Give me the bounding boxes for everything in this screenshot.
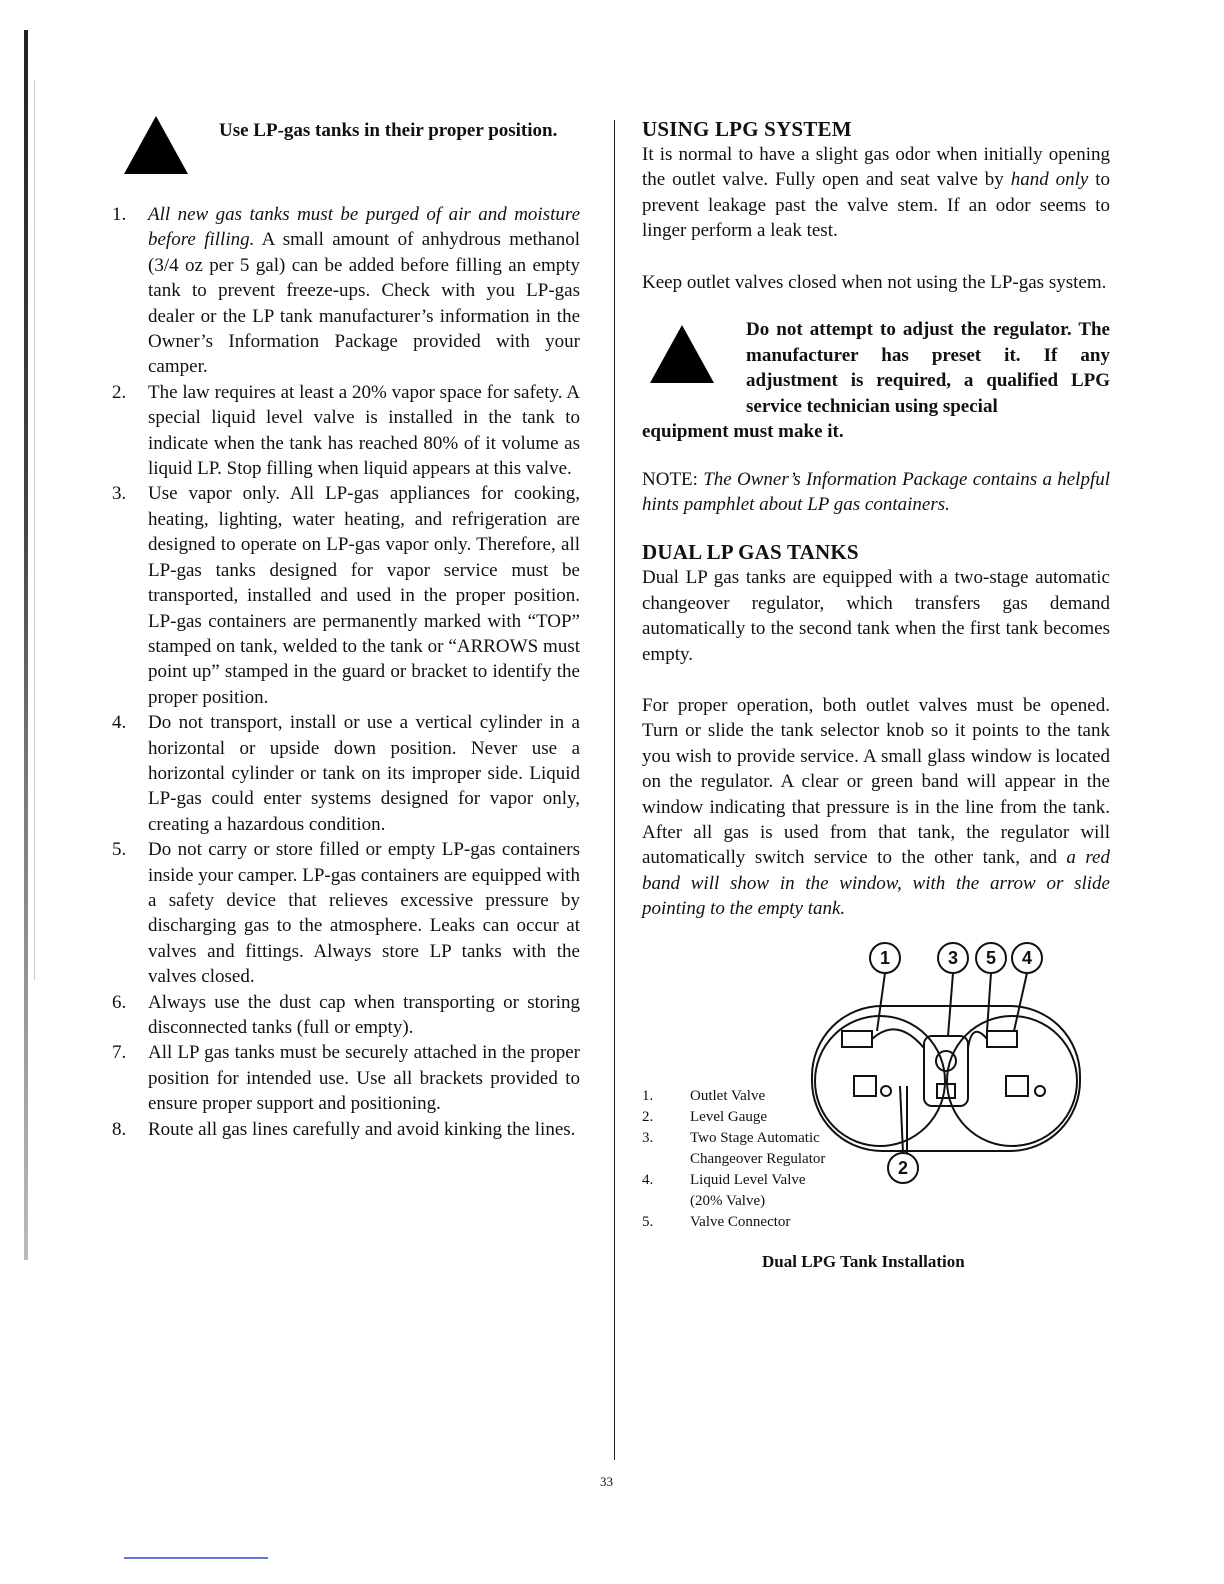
legend-item: 3. Two Stage Automatic Changeover Regulator (642, 1129, 826, 1167)
figure-caption: Dual LPG Tank Installation (762, 1251, 965, 1271)
left-column (112, 116, 580, 1142)
warning-triangle-icon (124, 116, 188, 174)
dual-tanks-heading: DUAL LP GAS TANKS (642, 540, 859, 565)
list-item: 2. The law requires at least a 20% vapor space for safety. A special liquid level valve is installed in the tank to indicate when the tank has reached 80% of it volume as liquid LP. Stop filling when liquid appears at this valve. (112, 381, 580, 480)
list-item: 7. All LP gas tanks must be securely attached in the proper position for intended use. Use all brackets provided to ensure proper support and positioning. (112, 1042, 580, 1115)
callout-3: 3 (947, 947, 959, 968)
regulator-warning: Do not attempt to adjust the regulator. The manufacturer has preset it. If any adjustment is required, a qualified LPG service technician using special equipment must make it. (642, 319, 1110, 443)
list-item: 3. Use vapor only. All LP-gas appliances for cooking, heating, lighting, water heating, and refrigeration are designed to operate on LP-gas vapor only. Therefore, all LP-gas tanks designed for vapor service must be transported, installed and used in the proper position. LP-gas containers are permanently marked with “TOP” stamped on tank, welded to the tank or “ARROWS must point up” stamped in the guard or bracket to identify the proper position. (112, 483, 580, 708)
list-item: 5. Do not carry or store filled or empty LP-gas containers inside your camper. LP-gas containers are equipped with a safety device that relieves excessive pressure by discharging gas to the atmosphere. Leaks can occur at valves and fittings. Always store LP tanks with the valves closed. (112, 839, 580, 988)
dual-paragraph-2: For proper operation, both outlet valves must be opened. Turn or slide the tank selector knob so it points to the tank you wish to provide service. A small glass window is located on the regulator. A clear or green band will appear in the window indicating that pressure is in the line from the tank. After all gas is used from that tank, the regulator will automatically switch service to the other tank, and a red band will show in the window, with the arrow or slide pointing to the empty tank. (642, 694, 1110, 920)
right-column (642, 116, 1110, 1281)
scan-edge-secondary (34, 80, 35, 980)
callout-1: 1 (879, 947, 891, 968)
bottom-blue-line (124, 1557, 268, 1559)
right-outlet-valve (987, 1031, 1017, 1047)
right-hose (968, 1031, 987, 1047)
right-level-gauge (1006, 1076, 1028, 1096)
safety-list (112, 202, 580, 1142)
using-lpg-heading: USING LPG SYSTEM (642, 117, 852, 141)
using-paragraph-2: Keep outlet valves closed when not using the LP-gas system. (642, 271, 1107, 293)
note-paragraph: NOTE: The Owner’s Information Package contains a helpful hints pamphlet about LP gas containers. (642, 468, 1110, 515)
warning-triangle-icon (650, 325, 714, 383)
using-paragraph-1: It is normal to have a slight gas odor when initially opening the outlet valve. Fully open and seat valve by hand only to prevent leakage past the valve stem. If an odor seems to linger perform a leak test. (642, 144, 1110, 242)
scan-edge (24, 30, 28, 1260)
figure-legend (642, 1086, 860, 1233)
regulator-knob (936, 1051, 956, 1071)
callout-4: 4 (1021, 947, 1033, 968)
page-number: 33 (600, 1474, 613, 1489)
left-outlet-valve (842, 1031, 872, 1047)
list-item: 4. Do not transport, install or use a vertical cylinder in a horizontal or upside down position. Never use a horizontal cylinder or tank on its improper side. Liquid LP-gas could enter systems designed for vapor only, creating a hazardous condition. (112, 712, 580, 835)
warning-block (112, 116, 580, 180)
legend-item: 4. Liquid Level Valve (20% Valve) (642, 1171, 806, 1209)
column-divider (614, 120, 615, 1460)
right-tank (947, 1016, 1077, 1146)
dual-paragraph-1: Dual LP gas tanks are equipped with a two-stage automatic changeover regulator, which transfers gas demand automatically to the second tank when the first tank becomes empty. (642, 567, 1110, 665)
list-item: 6. Always use the dust cap when transporting or storing disconnected tanks (full or empty). (112, 991, 580, 1038)
tank-figure (642, 936, 1110, 1281)
callout-5: 5 (985, 947, 997, 968)
legend-item: 1. Outlet Valve (642, 1087, 766, 1104)
list-item: 8. Route all gas lines carefully and avoid kinking the lines. (112, 1118, 576, 1140)
list-item: 1. All new gas tanks must be purged of air and moisture before filling. A small amount of anhydrous methanol (3/4 oz per 5 gal) can be added before filling an empty tank to prevent freeze-ups. Check with you LP-gas dealer or the LP tank manufacturer’s information in the Owner’s Information Package provided with your camper. (112, 204, 580, 378)
regulator-window (937, 1084, 955, 1098)
warning-text: Use LP-gas tanks in their proper position. (219, 120, 558, 141)
callout-2: 2 (897, 1157, 909, 1178)
legend-item: 2. Level Gauge (642, 1108, 768, 1125)
legend-item: 5. Valve Connector (642, 1213, 791, 1230)
left-hose (872, 1029, 924, 1048)
